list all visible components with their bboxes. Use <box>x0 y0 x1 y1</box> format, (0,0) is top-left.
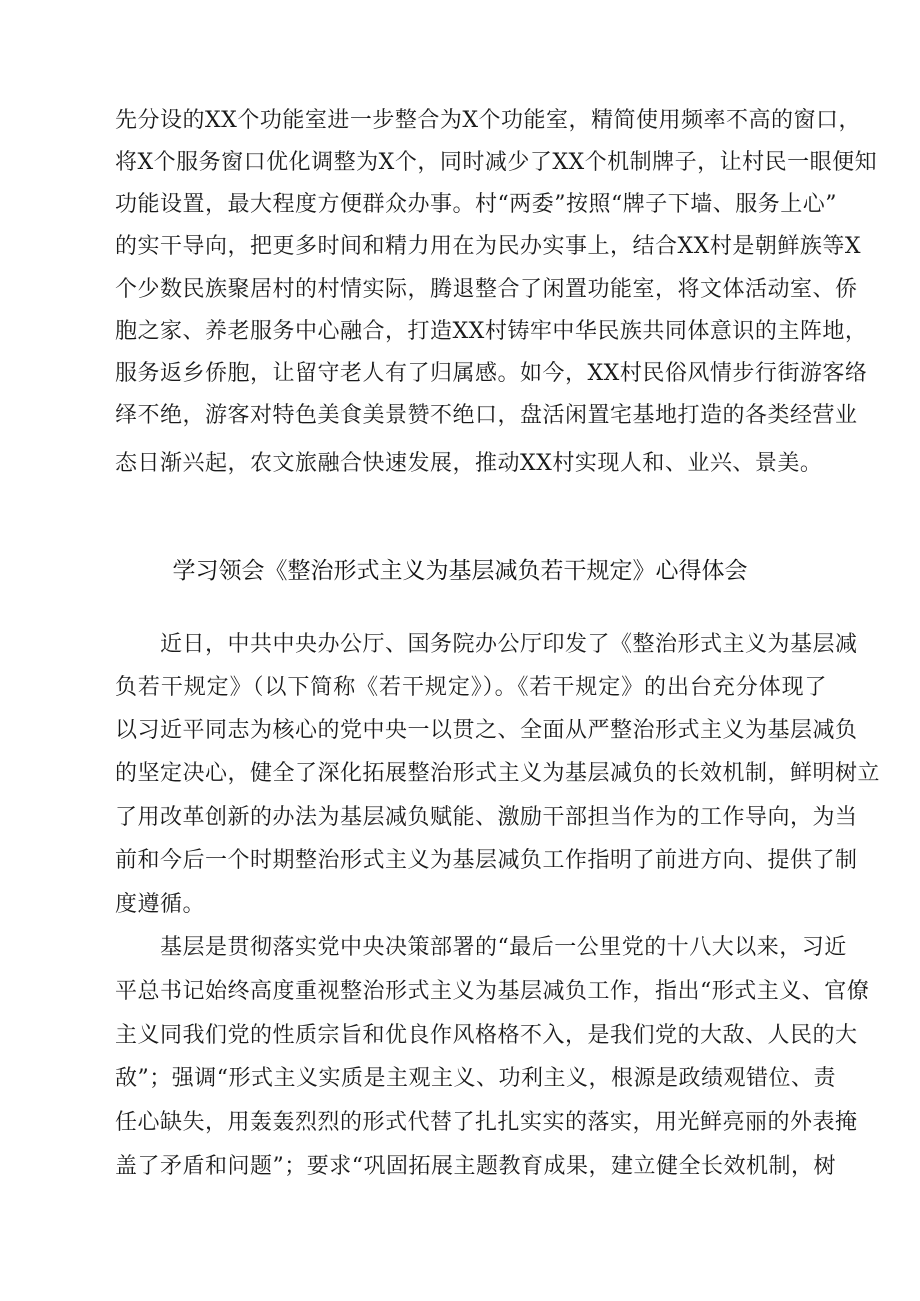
text-line: 先分设的XX个功能室进一步整合为X个功能室，精简使用频率不高的窗口， <box>115 108 861 133</box>
text-line: 服务返乡侨胞，让留守老人有了归属感。如今，XX村民俗风情步行街游客络 <box>115 361 868 386</box>
text-line: 以习近平同志为核心的党中央一以贯之、全面从严整治形式主义为基层减负 <box>115 718 858 743</box>
text-line: 前和今后一个时期整治形式主义为基层减负工作指明了前进方向、提供了制 <box>115 848 858 873</box>
text-line: 功能设置，最大程度方便群众办事。村“两委”按照“牌子下墙、服务上心” <box>115 192 837 217</box>
text-line: 敌”；强调“形式主义实质是主观主义、功利主义，根源是政绩观错位、责 <box>115 1066 836 1091</box>
text-line: 的坚定决心，健全了深化拓展整治形式主义为基层减负的长效机制，鲜明树立 <box>115 761 881 786</box>
text-line: 胞之家、养老服务中心融合，打造XX村铸牢中华民族共同体意识的主阵地， <box>115 319 868 344</box>
text-line: 主义同我们党的性质宗旨和优良作风格格不入，是我们党的大敌、人民的大 <box>115 1023 858 1048</box>
text-line: 近日，中共中央办公厅、国务院办公厅印发了《整治形式主义为基层减 <box>160 632 858 657</box>
text-line: 的实干导向，把更多时间和精力用在为民办实事上，结合XX村是朝鲜族等X <box>115 234 861 259</box>
text-line: 平总书记始终高度重视整治形式主义为基层减负工作，指出“形式主义、官僚 <box>115 979 870 1004</box>
text-line: 负若干规定》（以下简称《若干规定》）。《若干规定》的出台充分体现了 <box>115 675 827 700</box>
article-title: 学习领会《整治形式主义为基层减负若干规定》心得体会 <box>172 558 748 584</box>
text-line: 个少数民族聚居村的村情实际，腾退整合了闲置功能室，将文体活动室、侨 <box>115 277 858 302</box>
text-line: 任心缺失，用轰轰烈烈的形式代替了扎扎实实的落实，用光鲜亮丽的外表掩 <box>115 1110 858 1135</box>
text-line: 绎不绝，游客对特色美食美景赞不绝口，盘活闲置宅基地打造的各类经营业 <box>115 403 858 428</box>
text-line: 将X个服务窗口优化调整为X个，同时减少了XX个机制牌子，让村民一眼便知 <box>115 150 878 175</box>
text-line: 基层是贯彻落实党中央决策部署的“最后一公里党的十八大以来，习近 <box>160 935 847 960</box>
text-line: 度遵循。 <box>115 892 206 917</box>
text-line: 了用改革创新的办法为基层减负赋能、激励干部担当作为的工作导向，为当 <box>115 805 858 830</box>
text-line: 盖了矛盾和问题”；要求“巩固拓展主题教育成果，建立健全长效机制，树 <box>115 1154 836 1179</box>
text-line: 态日渐兴起，农文旅融合快速发展，推动XX村实现人和、业兴、景美。 <box>115 451 823 476</box>
